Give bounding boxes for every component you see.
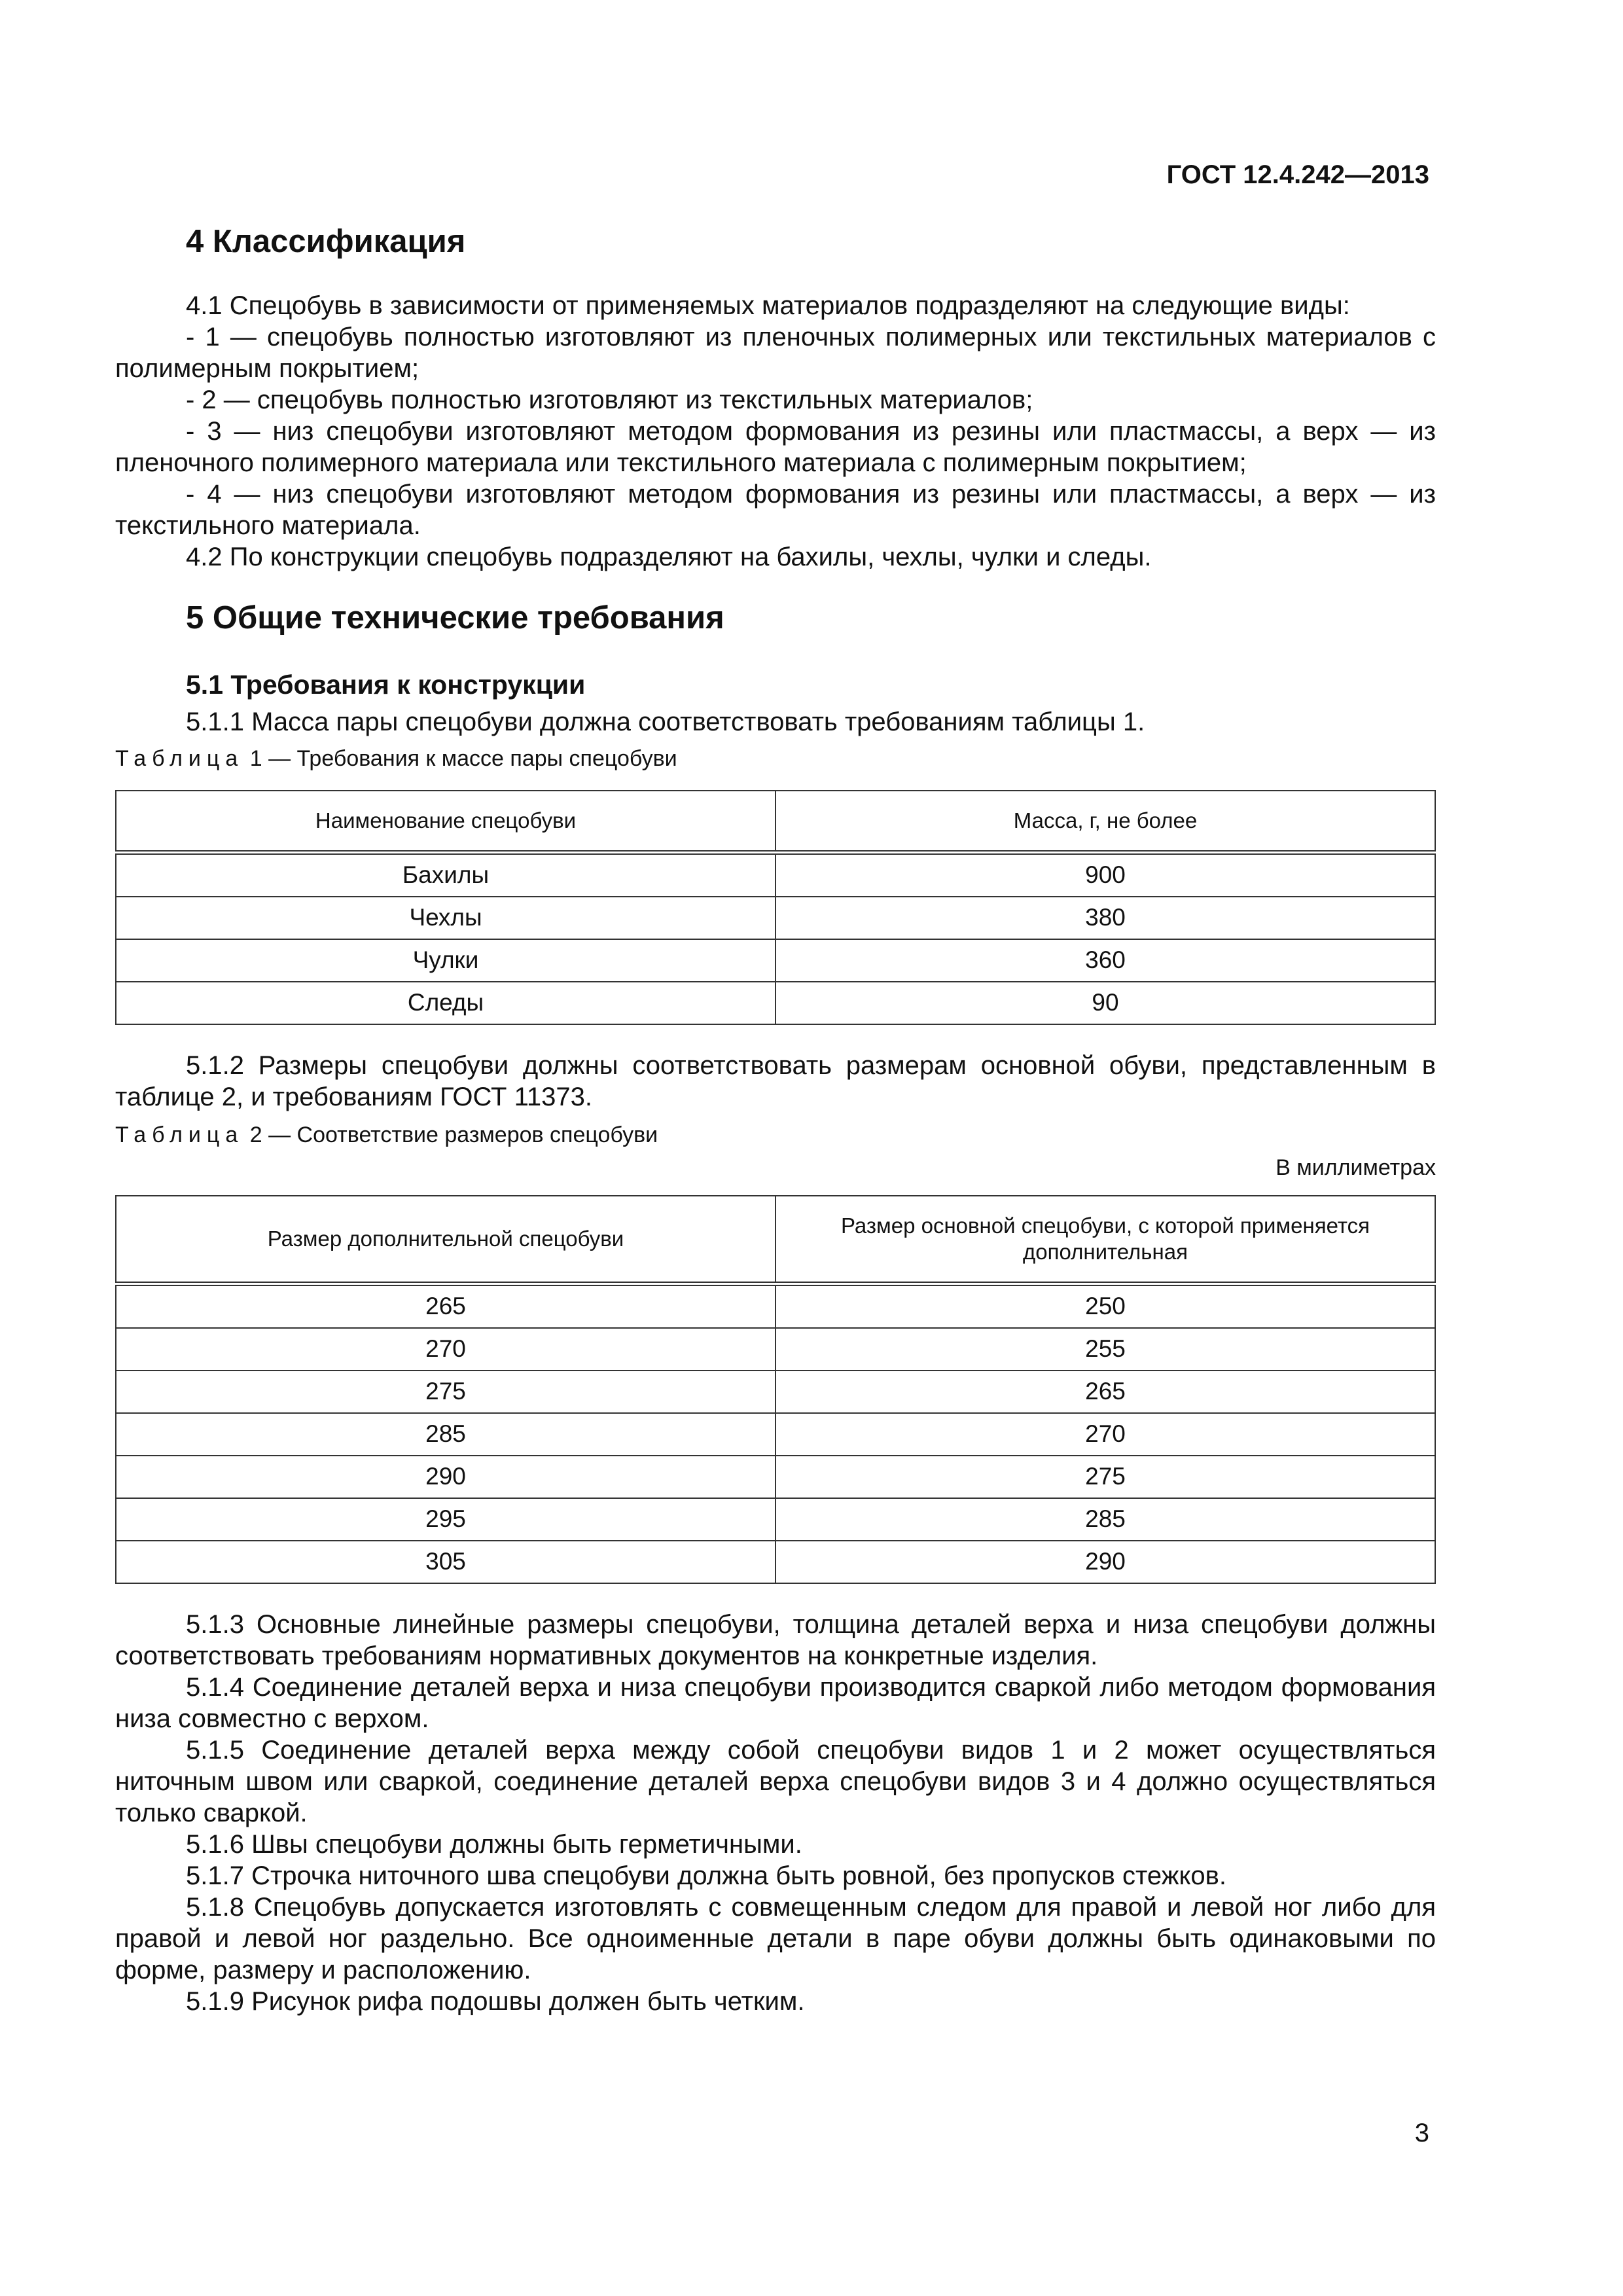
page-content — [115, 223, 1436, 2017]
table-2-cell: 255 — [776, 1328, 1435, 1371]
subsection-5-1-heading: 5.1 Требования к конструкции — [186, 669, 586, 700]
table-1-cell: Чехлы — [116, 897, 776, 939]
paragraph-5-1-8: 5.1.8 Спецобувь допускается изготовлять с совмещенным следом для правой и левой ног либо для правой и левой ног раздельно. Все одноименные детали в паре обуви должны быть одинаковыми по форме, размеру и расположению. — [115, 1892, 1436, 1984]
table-2-cell: 290 — [776, 1541, 1435, 1583]
table-2-cell: 275 — [116, 1371, 776, 1413]
table-row — [116, 1541, 1435, 1583]
table-1-cell: 900 — [776, 852, 1435, 897]
table-row — [116, 1413, 1435, 1456]
table-2-cell: 295 — [116, 1498, 776, 1541]
table-2-label: Таблица — [115, 1122, 244, 1147]
paragraph-5-1-9: 5.1.9 Рисунок рифа подошвы должен быть четким. — [186, 1986, 805, 2016]
table-row — [116, 1498, 1435, 1541]
document-code: ГОСТ 12.4.242—2013 — [1166, 160, 1429, 189]
table-row — [116, 1456, 1435, 1498]
table-row — [116, 1328, 1435, 1371]
table-2-header-main: Размер основной спецобуви, с которой применяется дополнительная — [776, 1196, 1435, 1284]
paragraph-5-1-2: 5.1.2 Размеры спецобуви должны соответствовать размерам основной обуви, представленным в таблице 2, и требованиям ГОСТ 11373. — [115, 1050, 1436, 1111]
table-1-cell: 380 — [776, 897, 1435, 939]
paragraph-5-1-6: 5.1.6 Швы спецобуви должны быть герметичными. — [186, 1829, 802, 1859]
table-2-cell: 285 — [776, 1498, 1435, 1541]
table-1-header-name: Наименование спецобуви — [116, 791, 776, 853]
table-2-caption — [115, 1122, 1436, 1148]
paragraph-5-1-7: 5.1.7 Строчка ниточного шва спецобуви должна быть ровной, без пропусков стежков. — [186, 1861, 1227, 1890]
table-1-cell: 360 — [776, 939, 1435, 982]
table-1 — [115, 790, 1436, 1025]
paragraph-5-1-1: 5.1.1 Масса пары спецобуви должна соответствовать требованиям таблицы 1. — [186, 707, 1145, 736]
table-1-cell: Следы — [116, 982, 776, 1024]
paragraph-5-1-3: 5.1.3 Основные линейные размеры спецобуви, толщина деталей верха и низа спецобуви должны соответствовать требованиям нормативных документов на конкретные изделия. — [115, 1609, 1436, 1670]
paragraph-5-1-5: 5.1.5 Соединение деталей верха между собой спецобуви видов 1 и 2 может осуществляться ниточным швом или сваркой, соединение деталей верха спецобуви видов 3 и 4 должно осуществляться только сваркой. — [115, 1735, 1436, 1827]
table-2-cell: 250 — [776, 1283, 1435, 1328]
table-row — [116, 1371, 1435, 1413]
paragraph-4-2: 4.2 По конструкции спецобувь подразделяют на бахилы, чехлы, чулки и следы. — [186, 542, 1152, 571]
table-2-cell: 305 — [116, 1541, 776, 1583]
paragraph-5-1-4: 5.1.4 Соединение деталей верха и низа спецобуви производится сваркой либо методом формования низа совместно с верхом. — [115, 1672, 1436, 1733]
paragraph-4-1: 4.1 Спецобувь в зависимости от применяемых материалов подразделяют на следующие виды: — [186, 291, 1350, 320]
table-2-cell: 290 — [116, 1456, 776, 1498]
section-5-heading: 5 Общие технические требования — [186, 600, 724, 636]
paragraph-4-1-item-2: - 2 — спецобувь полностью изготовляют из текстильных материалов; — [186, 385, 1033, 414]
table-row — [116, 897, 1435, 939]
table-1-cell: 90 — [776, 982, 1435, 1024]
table-2-title: 2 — Соответствие размеров спецобуви — [243, 1122, 658, 1147]
table-1-header-mass: Масса, г, не более — [776, 791, 1435, 853]
table-2-header-additional: Размер дополнительной спецобуви — [116, 1196, 776, 1284]
table-2-cell: 270 — [116, 1328, 776, 1371]
table-2-cell: 270 — [776, 1413, 1435, 1456]
table-2-cell: 265 — [776, 1371, 1435, 1413]
table-1-title: 1 — Требования к массе пары спецобуви — [243, 745, 677, 771]
table-row — [116, 982, 1435, 1024]
table-1-cell: Чулки — [116, 939, 776, 982]
paragraph-4-1-item-1: - 1 — спецобувь полностью изготовляют из пленочных полимерных или текстильных материалов с полимерным покрытием; — [115, 322, 1436, 383]
table-2-units: В миллиметрах — [1275, 1155, 1436, 1180]
table-1-cell: Бахилы — [116, 852, 776, 897]
table-row — [116, 939, 1435, 982]
table-row — [116, 1283, 1435, 1328]
table-2-cell: 265 — [116, 1283, 776, 1328]
table-2 — [115, 1195, 1436, 1584]
table-row — [116, 852, 1435, 897]
table-2-cell: 275 — [776, 1456, 1435, 1498]
table-2-cell: 285 — [116, 1413, 776, 1456]
table-1-caption — [115, 745, 1436, 772]
page-number: 3 — [1414, 2119, 1429, 2147]
table-1-label: Таблица — [115, 745, 244, 771]
section-4-heading: 4 Классификация — [186, 224, 466, 259]
paragraph-4-1-item-3: - 3 — низ спецобуви изготовляют методом формования из резины или пластмассы, а верх — из пленочного полимерного материала или текстильного материала с полимерным покрытием; — [115, 416, 1436, 477]
paragraph-4-1-item-4: - 4 — низ спецобуви изготовляют методом формования из резины или пластмассы, а верх — из текстильного материала. — [115, 479, 1436, 540]
